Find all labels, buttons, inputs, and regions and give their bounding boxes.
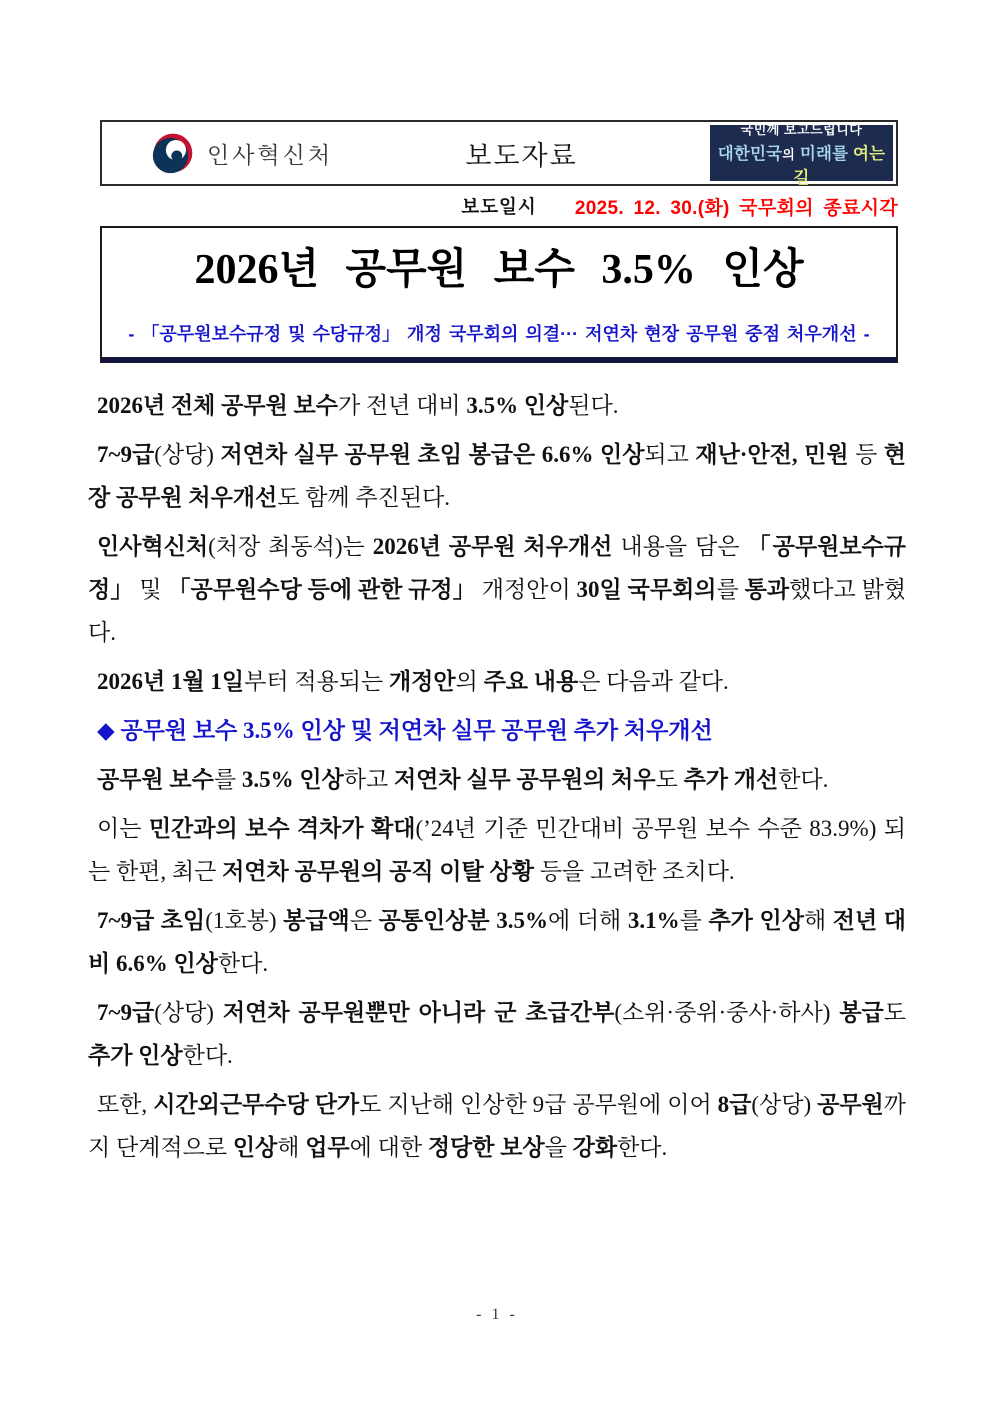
release-date-label: 보도일시 [461, 196, 537, 217]
body-paragraph: 또한, 시간외근무수당 단가도 지난해 인상한 9급 공무원에 이어 8급(상당) 공무원까지 단계적으로 인상해 업무에 대한 정당한 보상을 강화한다. [88, 1092, 906, 1160]
title-box [100, 226, 898, 363]
body-paragraphs [88, 384, 906, 1175]
agency-logo [152, 132, 333, 174]
slogan-line2 [710, 140, 893, 188]
headline: 2026년 공무원 보수 3.5% 인상 [194, 247, 804, 293]
header-box [100, 120, 898, 186]
body-paragraph: 2026년 전체 공무원 보수가 전년 대비 3.5% 인상된다. [97, 393, 619, 418]
section-heading: ◆ 공무원 보수 3.5% 인상 및 저연차 실무 공무원 추가 처우개선 [97, 718, 713, 743]
body-paragraph: 이는 민간과의 보수 격차가 확대(’24년 기준 민간대비 공무원 보수 수준 83.9%) 되는 한편, 최근 저연차 공무원의 공직 이탈 상황 등을 고려한 조치다. [88, 816, 906, 884]
body-paragraph: 7~9급(상당) 저연차 실무 공무원 초임 봉급은 6.6% 인상되고 재난·안전, 민원 등 현장 공무원 처우개선도 함께 추진된다. [88, 442, 907, 510]
release-info-row [100, 192, 898, 220]
agency-name: 인사혁신처 [207, 141, 334, 168]
body-paragraph: 7~9급 초임(1호봉) 봉급액은 공통인상분 3.5%에 더해 3.1%를 추가 인상해 전년 대비 6.6% 인상한다. [88, 908, 907, 976]
page-number: - 1 - [476, 1306, 515, 1323]
release-date-value: 2025. 12. 30.(화) 국무회의 종료시각 [574, 197, 898, 219]
body-paragraph: 인사혁신처(처장 최동석)는 2026년 공무원 처우개선 내용을 담은 「공무원보수규정」 및 「공무원수당 등에 관한 규정」 개정안이 30일 국무회의를 통과했다고 밝혔다. [88, 534, 907, 645]
government-emblem-icon [152, 132, 194, 174]
slogan-word-korea: 대한민국 [717, 144, 783, 163]
body-paragraph: 2026년 1월 1일부터 적용되는 개정안의 주요 내용은 다음과 같다. [97, 669, 729, 694]
body-paragraph: 7~9급(상당) 저연차 공무원뿐만 아니라 군 초급간부(소위·중위·중사·하사) 봉급도 추가 인상한다. [88, 1000, 906, 1068]
slogan-word-open-road: 여는 길 [793, 144, 886, 187]
government-slogan-badge [710, 121, 893, 187]
slogan-line1: 국민께 보고드립니다 [740, 121, 863, 137]
body-paragraph: 공무원 보수를 3.5% 인상하고 저연차 실무 공무원의 처우도 추가 개선한다. [97, 767, 829, 792]
subtitle: - 「공무원보수규정 및 수당규정」 개정 국무회의 의결··· 저연차 현장 공무원 중점 처우개선 - [128, 324, 870, 344]
document-type-title: 보도자료 [465, 140, 578, 171]
slogan-particle: 의 [782, 146, 796, 162]
slogan-word-future: 미래를 [795, 144, 849, 163]
